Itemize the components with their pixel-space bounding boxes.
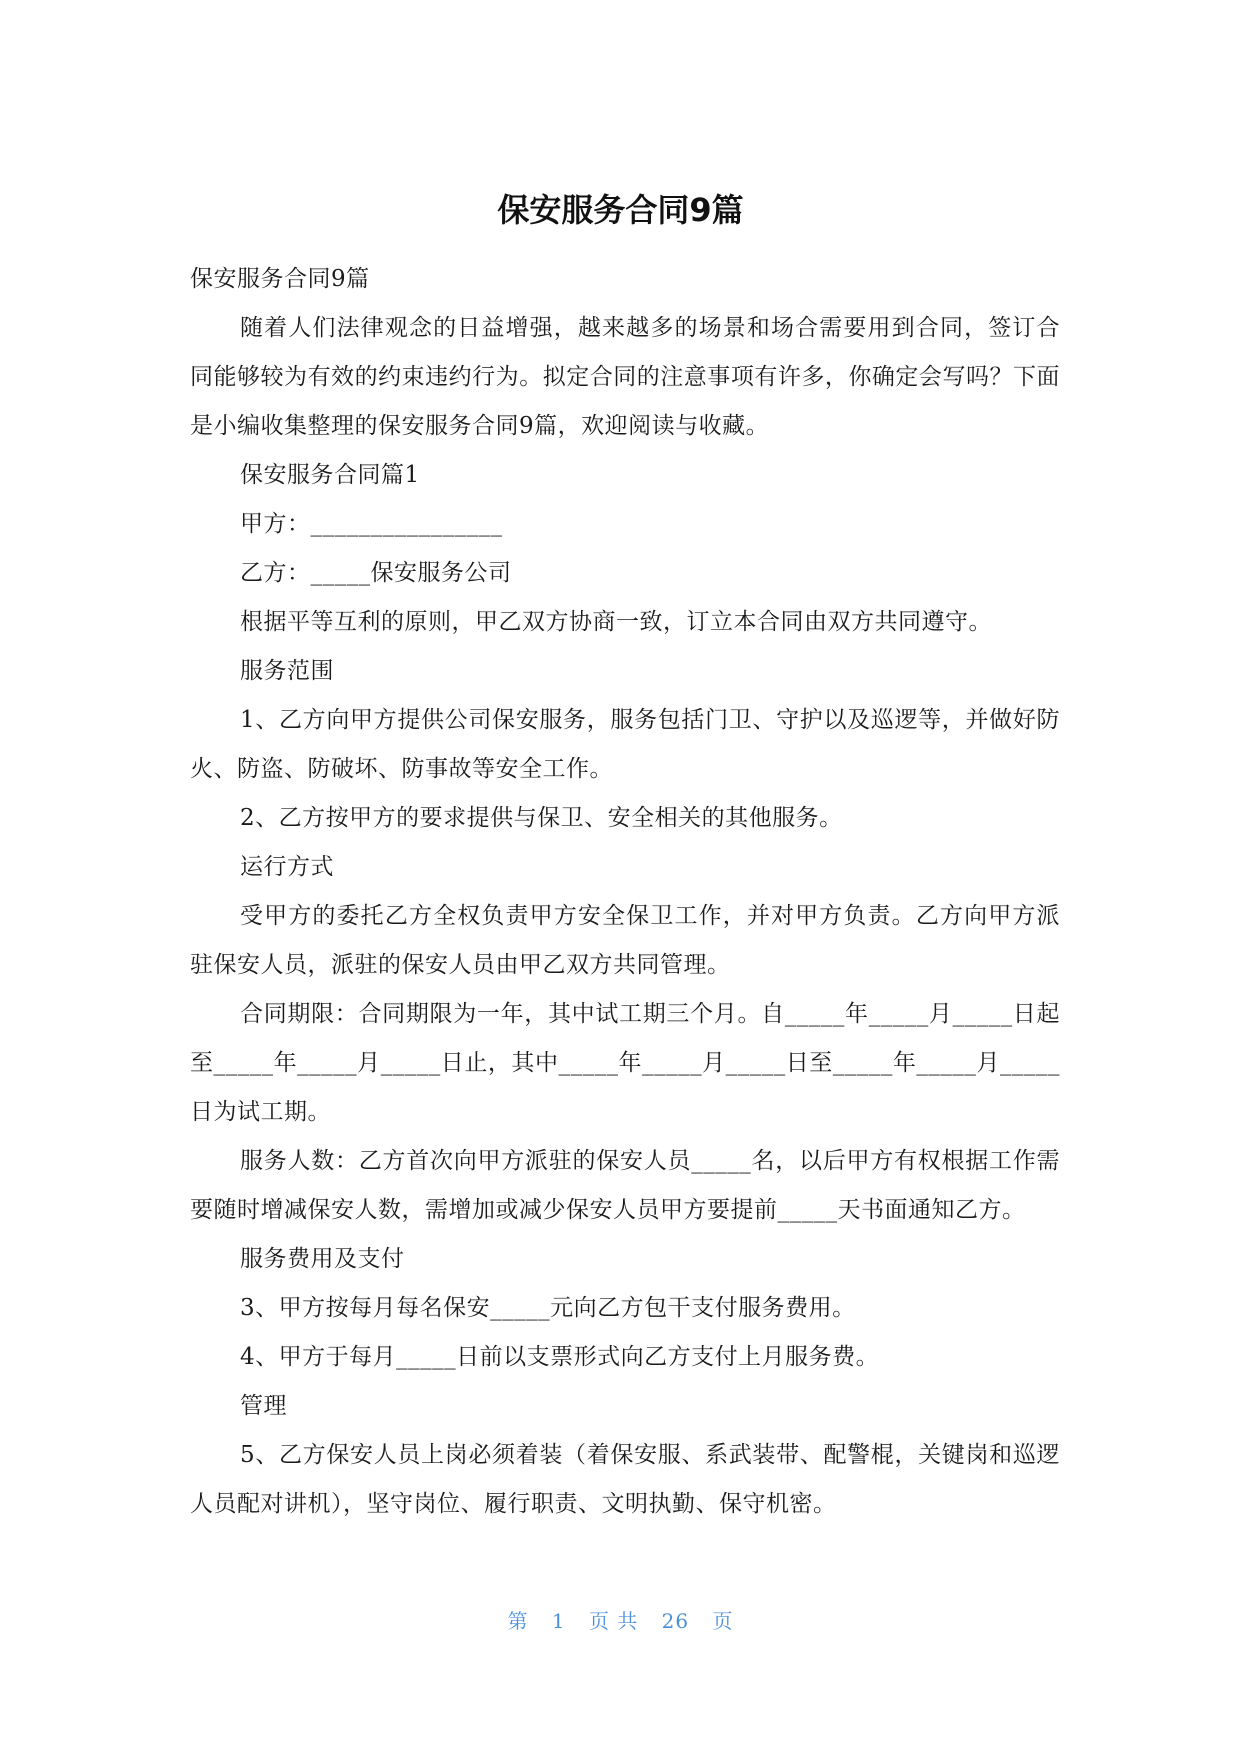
contract-term-paragraph: 合同期限：合同期限为一年，其中试工期三个月。自_____年_____月_____日起至_____年_____月_____日止，其中_____年_____月_____日至_____年_____月_____日为试工期。 — [190, 1001, 1060, 1125]
intro-paragraph: 随着人们法律观念的日益增强，越来越多的场景和场合需要用到合同，签订合同能够较为有效的约束违约行为。拟定合同的注意事项有许多，你确定会写吗？下面是小编收集整理的保安服务合同9篇，欢迎阅读与收藏。 — [190, 315, 1060, 439]
staff-count-paragraph: 服务人数：乙方首次向甲方派驻的保安人员_____名，以后甲方有权根据工作需要随时增减保安人数，需增加或减少保安人员甲方要提前_____天书面通知乙方。 — [190, 1148, 1060, 1223]
heading-fees-payment: 服务费用及支付 — [240, 1246, 405, 1272]
heading-operation-mode: 运行方式 — [240, 854, 334, 880]
page-title: 保安服务合同9篇 — [497, 191, 744, 229]
operation-paragraph: 受甲方的委托乙方全权负责甲方安全保卫工作，并对甲方负责。乙方向甲方派驻保安人员，派驻的保安人员由甲乙双方共同管理。 — [190, 903, 1060, 978]
heading-management: 管理 — [240, 1393, 287, 1419]
footer-page-number: 1 — [551, 1609, 566, 1633]
footer-suffix: 页 — [712, 1609, 734, 1633]
page-footer — [0, 1605, 1241, 1634]
principle-paragraph: 根据平等互利的原则，甲乙双方协商一致，订立本合同由双方共同遵守。 — [240, 609, 992, 635]
footer-total-pages: 26 — [661, 1609, 690, 1633]
clause-2: 2、乙方按甲方的要求提供与保卫、安全相关的其他服务。 — [240, 805, 843, 831]
footer-prefix: 第 — [507, 1609, 529, 1633]
clause-4: 4、甲方于每月_____日前以支票形式向乙方支付上月服务费。 — [240, 1344, 880, 1370]
footer-middle: 页 共 — [588, 1609, 639, 1633]
party-a-line: 甲方：________________ — [240, 511, 503, 537]
clause-3: 3、甲方按每月每名保安_____元向乙方包干支付服务费用。 — [240, 1295, 856, 1321]
document-body — [190, 255, 1060, 1529]
heading-service-scope: 服务范围 — [240, 658, 334, 684]
clause-5: 5、乙方保安人员上岗必须着装（着保安服、系武装带、配警棍，关键岗和巡逻人员配对讲机），坚守岗位、履行职责、文明执勤、保守机密。 — [190, 1442, 1060, 1517]
clause-1: 1、乙方向甲方提供公司保安服务，服务包括门卫、守护以及巡逻等，并做好防火、防盗、防破坏、防事故等安全工作。 — [190, 707, 1060, 782]
party-b-line: 乙方：_____保安服务公司 — [240, 560, 512, 586]
subtitle-line: 保安服务合同9篇 — [190, 266, 370, 292]
section-heading-contract-1: 保安服务合同篇1 — [240, 462, 420, 488]
